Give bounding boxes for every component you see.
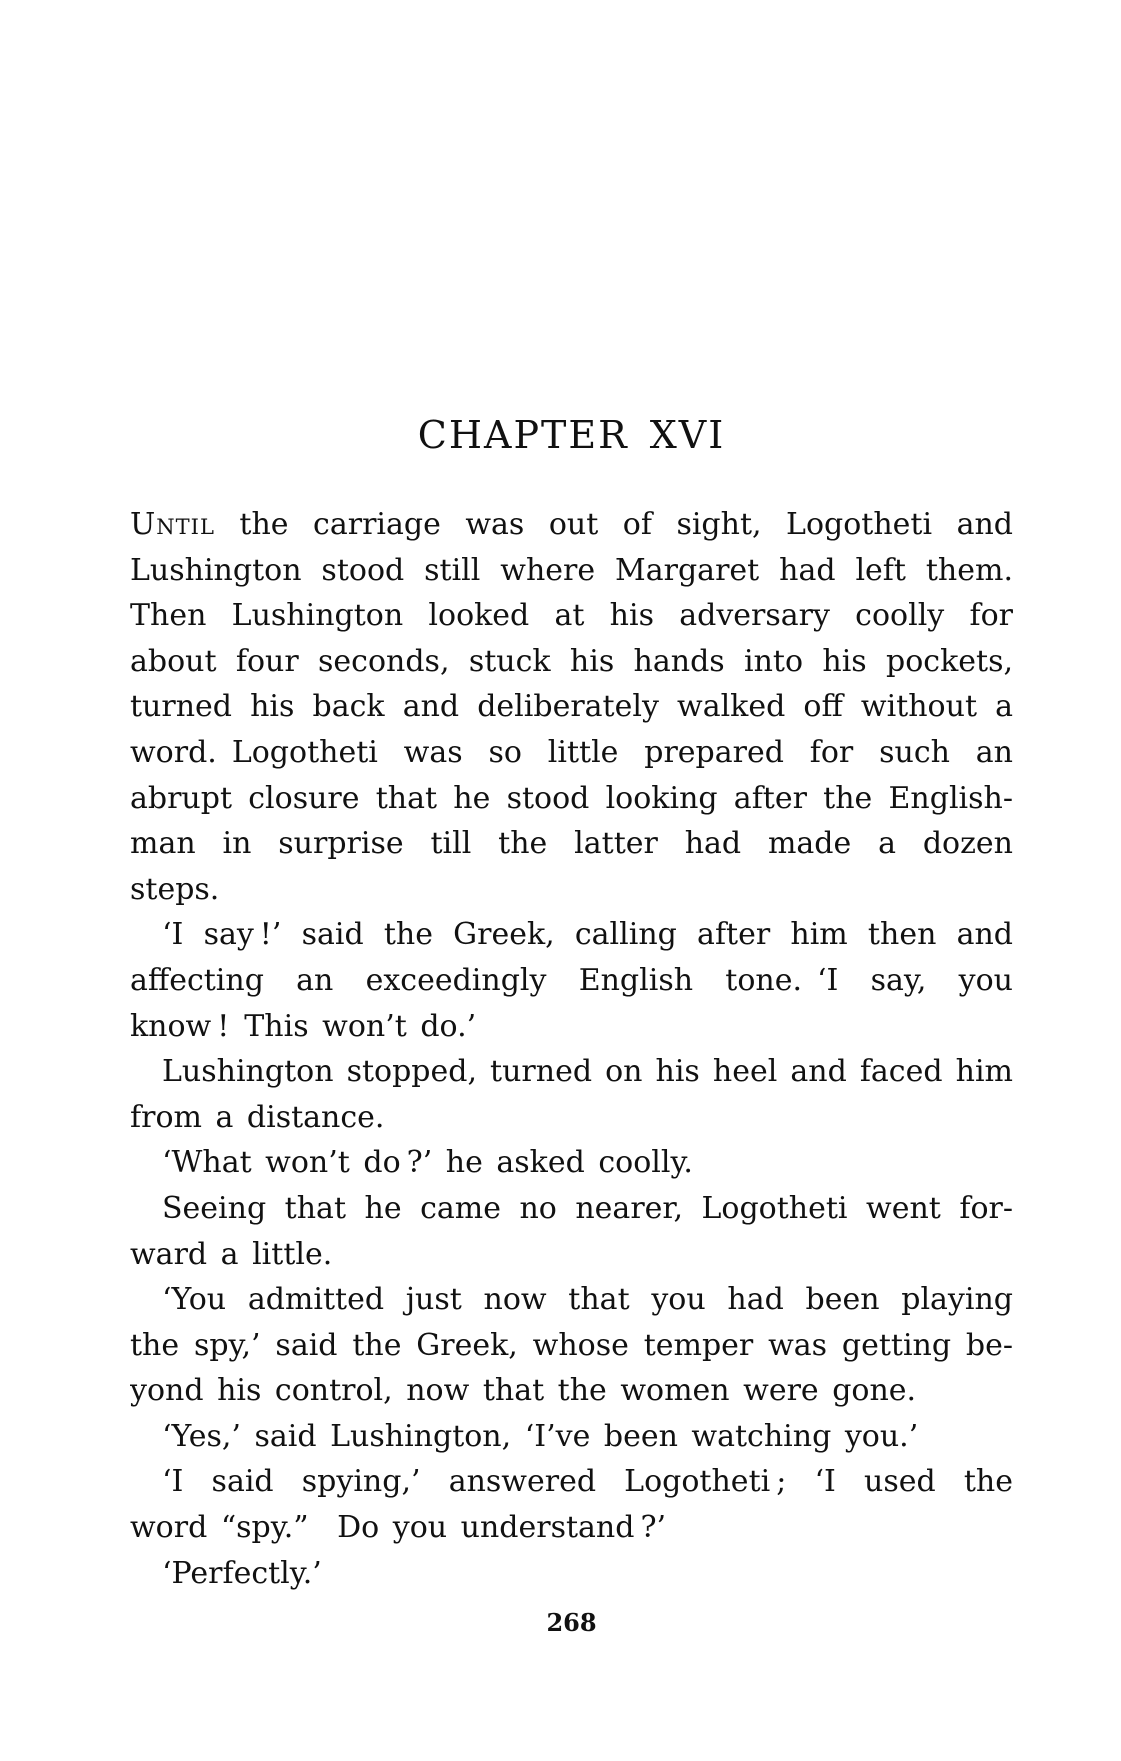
text-line: Seeing that he came no nearer, Logotheti went for-: [162, 1190, 1013, 1226]
text-line: ‘Perfectly.’: [162, 1555, 322, 1591]
text-line: ‘Yes,’ said Lushington, ‘I’ve been watching you.’: [162, 1418, 919, 1454]
page-body-text: [130, 502, 1013, 1596]
paragraph: [130, 1459, 1013, 1550]
chapter-heading: CHAPTER XVI: [417, 413, 726, 457]
text-line: about four seconds, stuck his hands into his pockets,: [130, 643, 1013, 679]
paragraph: [130, 912, 1013, 1049]
paragraph: [130, 1140, 1013, 1186]
text-line: ‘You admitted just now that you had been playing: [162, 1282, 1013, 1318]
text-line: affecting an exceedingly English tone. ‘I say, you: [130, 962, 1013, 998]
text-line: Until the carriage was out of sight, Logotheti and: [130, 507, 1013, 542]
text-line: man in surprise till the latter had made a dozen: [130, 826, 1013, 862]
text-line: ‘I say !’ said the Greek, calling after him then and: [162, 917, 1013, 953]
paragraph: [130, 502, 1013, 912]
text-line: word “spy.” Do you understand ?’: [130, 1510, 667, 1546]
text-line: steps.: [130, 871, 220, 907]
text-line: abrupt closure that he stood looking after the English-: [130, 780, 1013, 816]
text-line: Then Lushington looked at his adversary coolly for: [130, 598, 1013, 634]
text-line: word. Logotheti was so little prepared for such an: [130, 734, 1013, 770]
page-number: 268: [546, 1608, 597, 1637]
paragraph: [130, 1414, 1013, 1460]
text-line: ‘What won’t do ?’ he asked coolly.: [162, 1145, 693, 1181]
paragraph: [130, 1049, 1013, 1140]
paragraph: [130, 1551, 1013, 1597]
text-line: turned his back and deliberately walked off without a: [130, 689, 1013, 725]
text-line: yond his control, now that the women were gone.: [130, 1373, 917, 1409]
paragraph: [130, 1186, 1013, 1277]
paragraph: [130, 1277, 1013, 1414]
text-line: ‘I said spying,’ answered Logotheti ; ‘I used the: [162, 1464, 1013, 1500]
text-line: the spy,’ said the Greek, whose temper was getting be-: [130, 1327, 1013, 1363]
text-line: Lushington stopped, turned on his heel and faced him: [162, 1054, 1013, 1090]
text-line: know ! This won’t do.’: [130, 1008, 477, 1044]
text-line: Lushington stood still where Margaret had left them.: [130, 552, 1013, 588]
small-caps-lead: Until: [130, 507, 215, 542]
text-line: from a distance.: [130, 1099, 385, 1135]
text-line: ward a little.: [130, 1236, 333, 1272]
